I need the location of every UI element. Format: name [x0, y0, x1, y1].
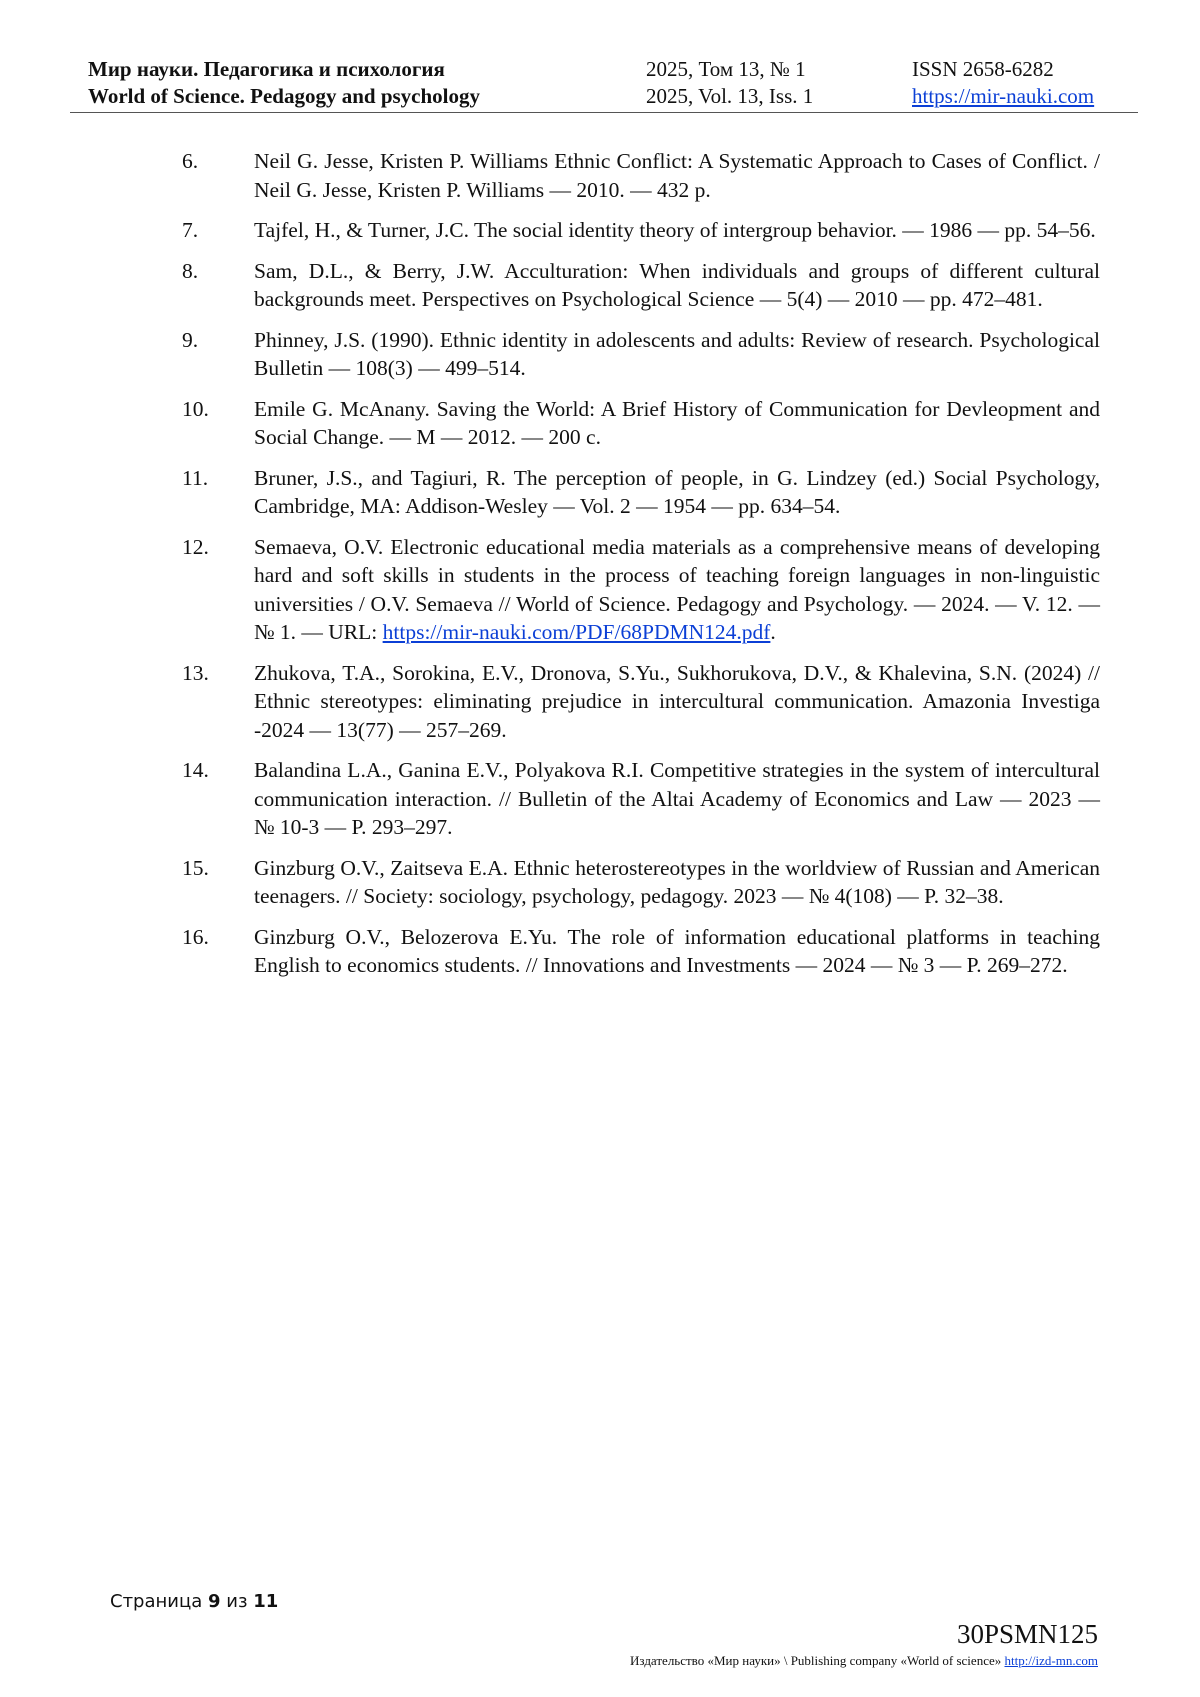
- reference-number: 15.: [182, 855, 209, 880]
- header-row-ru: [88, 56, 1128, 83]
- reference-text: Ginzburg O.V., Belozerova E.Yu. The role of information educational platforms in teaching English to economics students. // Innovations and Investments — 2024 — № 3 — P. 269–272.: [254, 924, 1100, 977]
- journal-site-link[interactable]: https://mir-nauki.com: [912, 84, 1095, 108]
- reference-item: [182, 854, 1100, 911]
- page-prefix: Страница: [110, 1591, 203, 1612]
- reference-number: 8.: [182, 258, 199, 283]
- reference-item: [182, 147, 1100, 204]
- reference-number: 6.: [182, 149, 199, 173]
- reference-item: [182, 395, 1100, 452]
- reference-number: 12.: [182, 534, 209, 559]
- reference-number: 10.: [182, 396, 209, 421]
- reference-number: 7.: [182, 218, 199, 242]
- reference-text: Phinney, J.S. (1990). Ethnic identity in adolescents and adults: Review of research. Psychological Bulletin — 108(3) — 499–514.: [254, 327, 1100, 380]
- article-code: 30PSMN125: [956, 1619, 1098, 1649]
- reference-text: Balandina L.A., Ganina E.V., Polyakova R.I. Competitive strategies in the system of intercultural communication interaction. // Bulletin of the Altai Academy of Economics and Law — 2023 — № 10-3 — P. 293–297.: [254, 758, 1100, 839]
- reference-number: 11.: [182, 465, 209, 490]
- reference-item: [182, 464, 1100, 521]
- reference-text: Ginzburg O.V., Zaitseva E.A. Ethnic heterostereotypes in the worldview of Russian and American teenagers. // Society: sociology, psychology, pedagogy. 2023 — № 4(108) — P. 32–38.: [254, 855, 1100, 908]
- header-divider: [70, 112, 1138, 113]
- reference-link[interactable]: https://mir-nauki.com/PDF/68PDMN124.pdf: [382, 620, 771, 644]
- reference-item: [182, 257, 1100, 314]
- reference-text: Zhukova, T.A., Sorokina, E.V., Dronova, S.Yu., Sukhorukova, D.V., & Khalevina, S.N. (2024) // Ethnic stereotypes: eliminating prejudice in intercultural communication. Amazonia Investiga -2024 — 13(77) — 257–269.: [254, 660, 1100, 742]
- journal-title-en: World of Science. Pedagogy and psychology: [88, 84, 481, 108]
- header-row-en: [88, 83, 1128, 110]
- reference-number: 9.: [182, 327, 199, 352]
- publisher-link[interactable]: http://izd-mn.com: [1004, 1653, 1098, 1668]
- reference-text: Bruner, J.S., and Tagiuri, R. The perception of people, in G. Lindzey (ed.) Social Psychology, Cambridge, MA: Addison-Wesley — Vol. 2 — 1954 — pp. 634–54.: [254, 465, 1100, 518]
- reference-text: Neil G. Jesse, Kristen P. Williams Ethnic Conflict: A Systematic Approach to Cases of Conflict. / Neil G. Jesse, Kristen P. Williams — 2010. — 432 p.: [254, 149, 1100, 202]
- running-header: [88, 56, 1128, 110]
- reference-number: 14.: [182, 758, 209, 782]
- publisher-line: [630, 1653, 1098, 1669]
- reference-text: Semaeva, O.V. Electronic educational media materials as a comprehensive means of developing hard and soft skills in students in the process of teaching foreign languages in non-linguistic universities / O.V. Semaeva // World of Science. Pedagogy and Psychology. — 2024. — V. 12. — № 1. — URL:: [254, 534, 1100, 644]
- issn: ISSN 2658-6282: [912, 57, 1054, 81]
- reference-list: [182, 147, 1100, 992]
- page-counter: [110, 1591, 278, 1612]
- page-current: 9: [208, 1591, 221, 1612]
- reference-text: Sam, D.L., & Berry, J.W. Acculturation: When individuals and groups of different cultural backgrounds meet. Perspectives on Psychological Science — 5(4) — 2010 — pp. 472–481.: [254, 258, 1100, 311]
- reference-number: 16.: [182, 924, 209, 949]
- issue-info-en: 2025, Vol. 13, Iss. 1: [646, 84, 814, 108]
- page-total: 11: [253, 1591, 279, 1612]
- journal-title-ru: Мир науки. Педагогика и психология: [88, 57, 445, 81]
- reference-text: Emile G. McAnany. Saving the World: A Brief History of Communication for Devleopment and Social Change. — M — 2012. — 200 c.: [254, 396, 1100, 449]
- issue-info-ru: 2025, Том 13, № 1: [646, 57, 806, 81]
- publisher-text: Издательство «Мир науки» \ Publishing company «World of science»: [630, 1653, 1002, 1668]
- reference-item: [182, 923, 1100, 980]
- reference-item: [182, 756, 1100, 842]
- reference-text: Tajfel, H., & Turner, J.C. The social identity theory of intergroup behavior. — 1986 — pp. 54–56.: [254, 218, 1096, 242]
- page-sep: из: [226, 1591, 248, 1612]
- reference-item: [182, 659, 1100, 745]
- reference-suffix: .: [770, 620, 776, 644]
- reference-item: [182, 533, 1100, 647]
- reference-item: [182, 326, 1100, 383]
- reference-item: [182, 216, 1100, 245]
- reference-number: 13.: [182, 660, 209, 685]
